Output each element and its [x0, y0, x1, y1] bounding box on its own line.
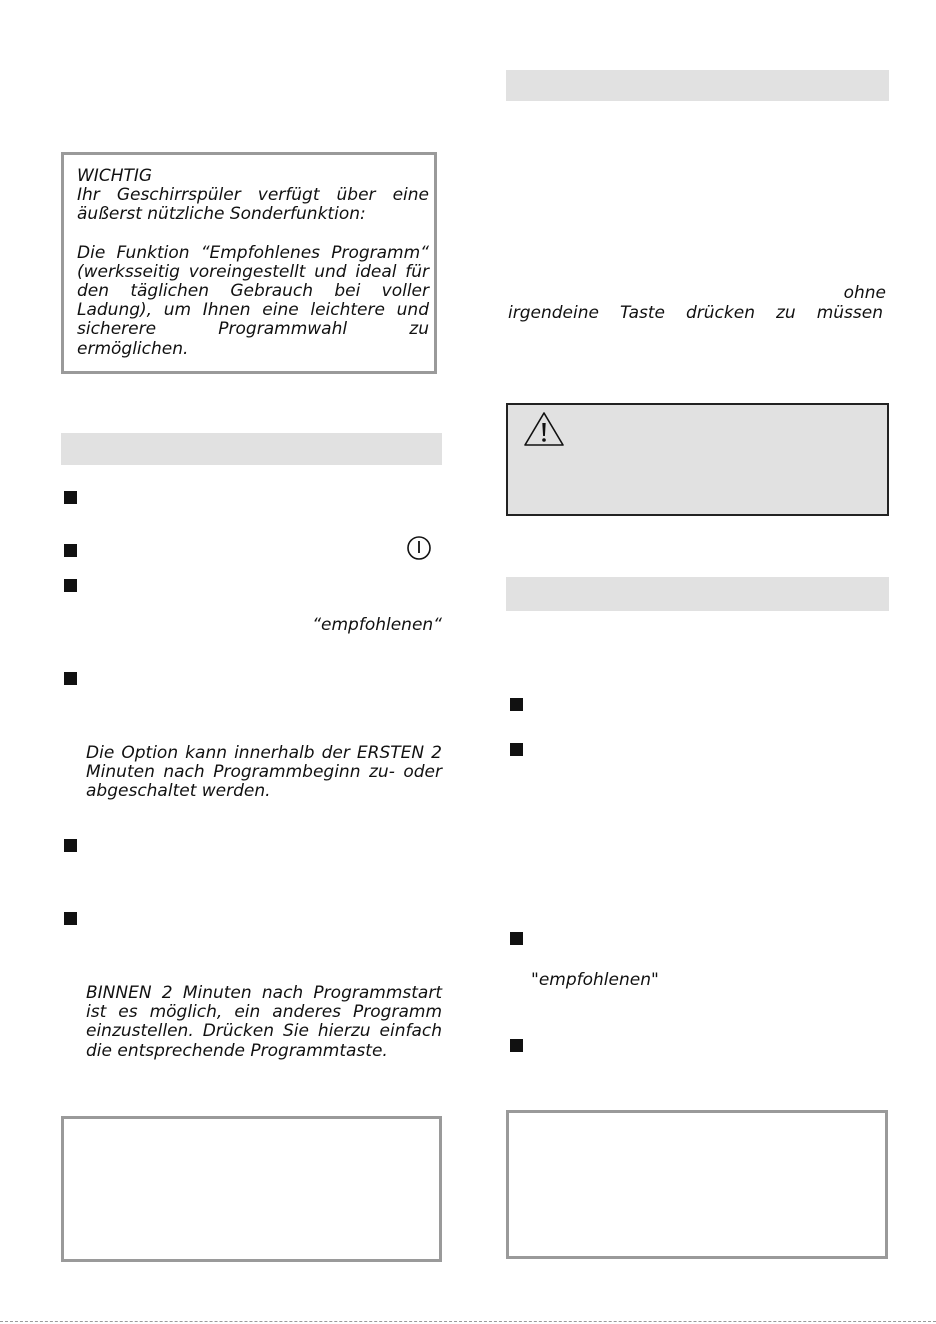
bullet-1 [64, 491, 77, 504]
quoted-empfohlenen-left: “empfohlenen“ [312, 615, 442, 635]
bullet-2 [64, 544, 77, 557]
important-body: Die Funktion “Empfohlenes Programm“ (werksseitig voreingestellt und ideal für den täglichen Gebrauch bei voller Ladung), um Ihnen eine leichtere und sicherere Programmwahl zu ermöglichen. [77, 242, 429, 359]
program-change-note: BINNEN 2 Minuten nach Programmstart ist es möglich, ein anderes Programm einzustellen. Drücken Sie hierzu einfach die entsprechende Programmtaste. [86, 983, 442, 1061]
quoted-empfohlenen-right: "empfohlenen" [531, 970, 659, 990]
warning-triangle-icon [522, 410, 566, 448]
bullet-6 [64, 912, 77, 925]
bullet-7 [510, 698, 523, 711]
bullet-5 [64, 839, 77, 852]
important-notice-box [61, 152, 437, 374]
right-empty-box [506, 1110, 888, 1259]
right-top-heading-bar [506, 70, 889, 101]
no-button-line: irgendeine Taste drücken zu müssen [508, 303, 883, 323]
left-empty-box [61, 1116, 442, 1262]
option-note: Die Option kann innerhalb der ERSTEN 2 Minuten nach Programmbeginn zu- oder abgeschaltet werden. [86, 743, 442, 802]
bullet-4 [64, 672, 77, 685]
important-intro: Ihr Geschirrspüler verfügt über eine äußerst nützliche Sonderfunktion: [77, 185, 429, 225]
important-title: WICHTIG [77, 166, 153, 186]
right-section-heading-bar [506, 577, 889, 611]
important-notice-text [77, 167, 429, 359]
bullet-3 [64, 579, 77, 592]
power-symbol-icon [406, 535, 432, 561]
page-bottom-rule [0, 1321, 936, 1322]
bullet-8 [510, 743, 523, 756]
word-ohne: ohne [843, 283, 886, 303]
left-section-heading-bar [61, 433, 442, 465]
bullet-9 [510, 932, 523, 945]
bullet-10 [510, 1039, 523, 1052]
